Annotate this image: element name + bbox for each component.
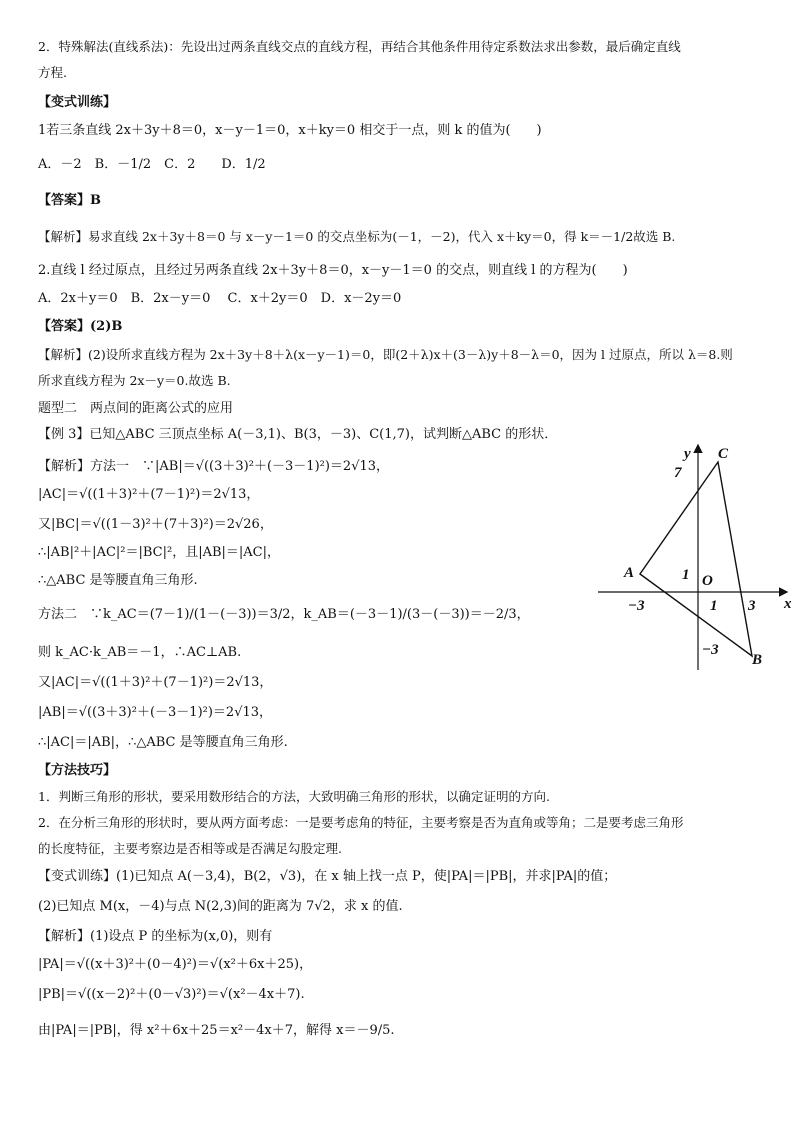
solution-line: |AC|＝√((1＋3)²＋(7－1)²)＝2√13， [38,487,260,502]
solution-line: 又|AC|＝√((1＋3)²＋(7－1)²)＝2√13， [38,675,273,690]
tip-text: 2．在分析三角形的形状时，要从两方面考虑：一是要考虑角的特征，主要考察是否为直角或等角；二是要考虑三角形 [38,815,684,830]
tick-y-neg3: −3 [702,642,719,658]
solution-line: ∴|AB|²＋|AC|²＝|BC|²，且|AB|＝|AC|， [38,545,280,560]
section-label: 【方法技巧】 [38,763,117,778]
solution-line: 则 k_AC·k_AB＝－1，∴AC⊥AB. [38,645,242,660]
tip-text: 1．判断三角形的形状，要采用数形结合的方法，大致明确三角形的形状，以确定证明的方向. [38,789,550,804]
explanation: 所求直线方程为 2x－y＝0.故选 B. [38,373,231,388]
answer-label: 【答案】B [38,193,101,208]
point-a-label: A [624,565,635,581]
solution-line: |PB|＝√((x－2)²＋(0－√3)²)＝√(x²－4x＋7). [38,987,305,1002]
question: 2.直线 l 经过原点，且经过另两条直线 2x＋3y＋8＝0，x－y－1＝0 的交点，则直线 l 的方程为( ) [38,263,628,278]
tick-x-3: 3 [748,598,756,614]
solution-line: 【解析】(1)设点 P 的坐标为(x,0)，则有 [38,929,273,944]
explanation: 【解析】易求直线 2x＋3y＋8＝0 与 x－y－1＝0 的交点坐标为(－1，－2)，代入 x＋ky＝0，得 k＝－1/2故选 B. [38,229,676,244]
explanation: 【解析】(2)设所求直线方程为 2x＋3y＋8＋λ(x－y－1)＝0，即(2＋λ)x＋(3－λ)y＋8－λ＝0，因为 l 过原点，所以 λ＝8.则 [38,347,733,362]
point-c-label: C [718,446,729,462]
paragraph: 方程. [38,65,67,80]
section-label: 【变式训练】 [38,95,117,110]
solution-line: 由|PA|＝|PB|，得 x²＋6x＋25＝x²－4x＋7，解得 x＝－9/5. [38,1023,395,1038]
solution-line: 又|BC|＝√((1－3)²＋(7＋3)²)＝2√26， [38,517,273,532]
tick-y-1: 1 [682,567,690,583]
answer-choices: A．2x＋y＝0 B．2x－y＝0 C．x＋2y＝0 D．x－2y＝0 [38,291,402,306]
origin-label: O [702,573,713,589]
section-title: 题型二 两点间的距离公式的应用 [38,401,234,416]
axis-y-label: y [684,446,691,462]
question: 1若三条直线 2x＋3y＋8＝0，x－y－1＝0，x＋ky＝0 相交于一点，则 k 的值为( ) [38,123,542,138]
question: (2)已知点 M(x，－4)与点 N(2,3)间的距离为 7√2，求 x 的值. [38,899,403,914]
answer-label: 【答案】(2)B [38,319,123,334]
question: 【变式训练】(1)已知点 A(－3,4)，B(2，√3)，在 x 轴上找一点 P，使|PA|＝|PB|，并求|PA|的值； [38,869,617,884]
solution-line: |AB|＝√((3＋3)²＋(－3－1)²)＝2√13， [38,705,273,720]
triangle-abc [640,462,752,656]
coordinate-plane [594,440,794,680]
triangle-figure [594,440,794,680]
tick-y-7: 7 [674,465,682,481]
point-b-label: B [752,652,763,668]
solution-line: |PA|＝√((x＋3)²＋(0－4)²)＝√(x²＋6x＋25)， [38,957,313,972]
solution-line: 【解析】方法一 ∵|AB|＝√((3＋3)²＋(－3－1)²)＝2√13， [38,459,390,474]
solution-line: ∴|AC|＝|AB|，∴△ABC 是等腰直角三角形. [38,735,288,750]
tip-text: 的长度特征，主要考察边是否相等或是否满足勾股定理. [38,841,342,856]
tick-x-neg3: −3 [628,598,645,614]
example-question: 【例 3】已知△ABC 三顶点坐标 A(－3,1)、B(3，－3)、C(1,7)，试判断△ABC 的形状． [38,427,558,442]
solution-line: 方法二 ∵k_AC＝(7－1)/(1－(－3))＝3/2，k_AB＝(－3－1)/(3－(－3))＝－2/3， [38,607,530,622]
paragraph: 2．特殊解法(直线系法)：先设出过两条直线交点的直线方程，再结合其他条件用待定系数法求出参数，最后确定直线 [38,39,681,54]
axis-x-label: x [784,596,792,612]
tick-x-1: 1 [710,598,718,614]
solution-line: ∴△ABC 是等腰直角三角形. [38,573,198,588]
answer-choices: A．－2 B．－1/2 C．2 D．1/2 [38,157,266,172]
